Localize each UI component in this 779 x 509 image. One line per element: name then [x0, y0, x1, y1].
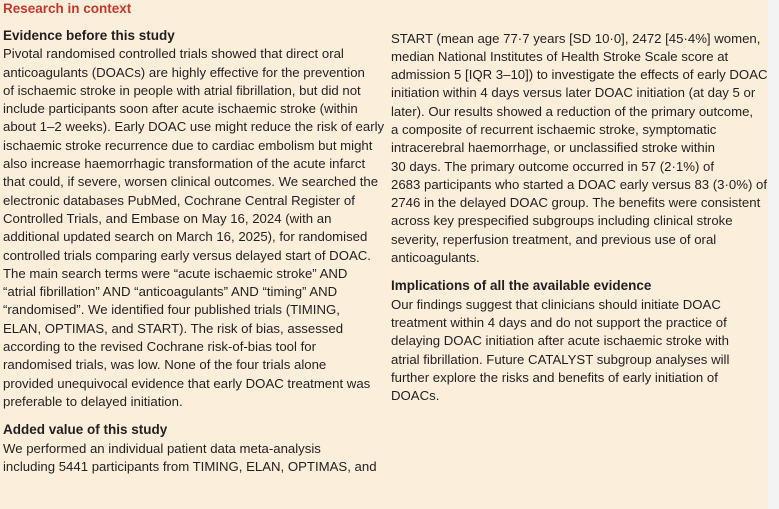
text-line: include participants soon after acute ischaemic stroke (within [3, 101, 358, 117]
text-line: The main search terms were “acute ischaemic stroke” AND [3, 265, 348, 281]
text-line: treatment within 4 days and do not support the practice of [391, 314, 727, 330]
right-column [391, 30, 768, 406]
text-line: 2746 in the delayed DOAC group. The benefits were consistent [391, 195, 761, 211]
text-line: of ischaemic stroke in people with atrial fibrillation, but did not [3, 82, 361, 98]
text-line: intracerebral haemorrhage, or unclassified stroke within [391, 140, 715, 156]
text-line: further explore the risks and benefits of early initiation of [391, 369, 718, 385]
text-line: Pivotal randomised controlled trials showed that direct oral [3, 46, 344, 62]
text-line: initiation within 4 days versus later DOAC initiation (at day 5 or [391, 85, 756, 101]
panel-title: Research in context [3, 1, 132, 16]
text-line: atrial fibrillation. Future CATALYST subgroup analyses will [391, 351, 730, 367]
text-line: randomised trials, was low. None of the four trials alone [3, 357, 327, 373]
text-line: provided unequivocal evidence that early DOAC treatment was [3, 375, 371, 391]
text-line: delaying DOAC initiation after acute ischaemic stroke with [391, 333, 729, 349]
text-line: anticoagulants (DOACs) are highly effective for the prevention [3, 64, 365, 80]
page-margin-strip [768, 0, 779, 509]
text-line: 2683 participants who started a DOAC early versus 83 (3·0%) of [391, 176, 768, 192]
text-line: preferable to delayed initiation. [3, 393, 183, 409]
text-line: a composite of recurrent ischaemic stroke, symptomatic [391, 121, 717, 137]
text-line: admission 5 [IQR 3–10]) to investigate the effects of early DOAC [391, 67, 768, 83]
text-line: anticoagulants. [391, 250, 480, 266]
text-line: severity, reperfusion treatment, and previous use of oral [391, 231, 717, 247]
text-line: ischaemic stroke recurrence due to cardiac embolism but might [3, 137, 373, 153]
text-line: also increase haemorrhagic transformation of the acute infarct [3, 156, 366, 172]
text-line: “randomised”. We identified four published trials (TIMING, [3, 302, 340, 318]
text-line: START (mean age 77·7 years [SD 10·0], 2472 [45·4%] women, [391, 30, 761, 46]
implications-heading: Implications of all the available evidence [391, 278, 652, 294]
text-line: We performed an individual patient data meta-analysis [3, 440, 321, 456]
text-line: including 5441 participants from TIMING, ELAN, OPTIMAS, and [3, 458, 377, 474]
text-line: “atrial fibrillation” AND “anticoagulants” AND “timing” AND [3, 284, 338, 300]
text-line: according to the revised Cochrane risk-of-bias tool for [3, 339, 316, 355]
text-line: later). Our results showed a reduction of the primary outcome, [391, 103, 754, 119]
text-line: about 1–2 weeks). Early DOAC use might reduce the risk of early [3, 119, 385, 135]
evidence-before-heading: Evidence before this study [3, 28, 175, 43]
added-value-text-start [3, 440, 375, 477]
left-column [3, 27, 385, 476]
text-line: controlled trials comparing early versus delayed start of DOAC. [3, 247, 371, 263]
text-line: DOACs. [391, 388, 440, 404]
text-line: median National Institutes of Health Stroke Scale score at [391, 48, 729, 64]
implications-text [391, 296, 763, 406]
added-value-heading: Added value of this study [3, 422, 168, 438]
text-line: across key prespecified subgroups including clinical stroke [391, 213, 733, 229]
evidence-before-text [3, 45, 385, 411]
text-line: additional updated search on March 16, 2025), for randomised [3, 229, 368, 245]
added-value-text-continued [391, 30, 768, 268]
text-line: Controlled Trials, and Embase on May 16, 2024 (with an [3, 210, 332, 226]
text-line: ELAN, OPTIMAS, and START). The risk of bias, assessed [3, 320, 344, 336]
text-line: electronic databases PubMed, Cochrane Central Register of [3, 192, 355, 208]
text-line: 30 days. The primary outcome occurred in 57 (2·1%) of [391, 158, 714, 174]
text-line: that could, if severe, worsen clinical outcomes. We searched the [3, 174, 379, 190]
text-line: Our findings suggest that clinicians should initiate DOAC [391, 296, 721, 312]
